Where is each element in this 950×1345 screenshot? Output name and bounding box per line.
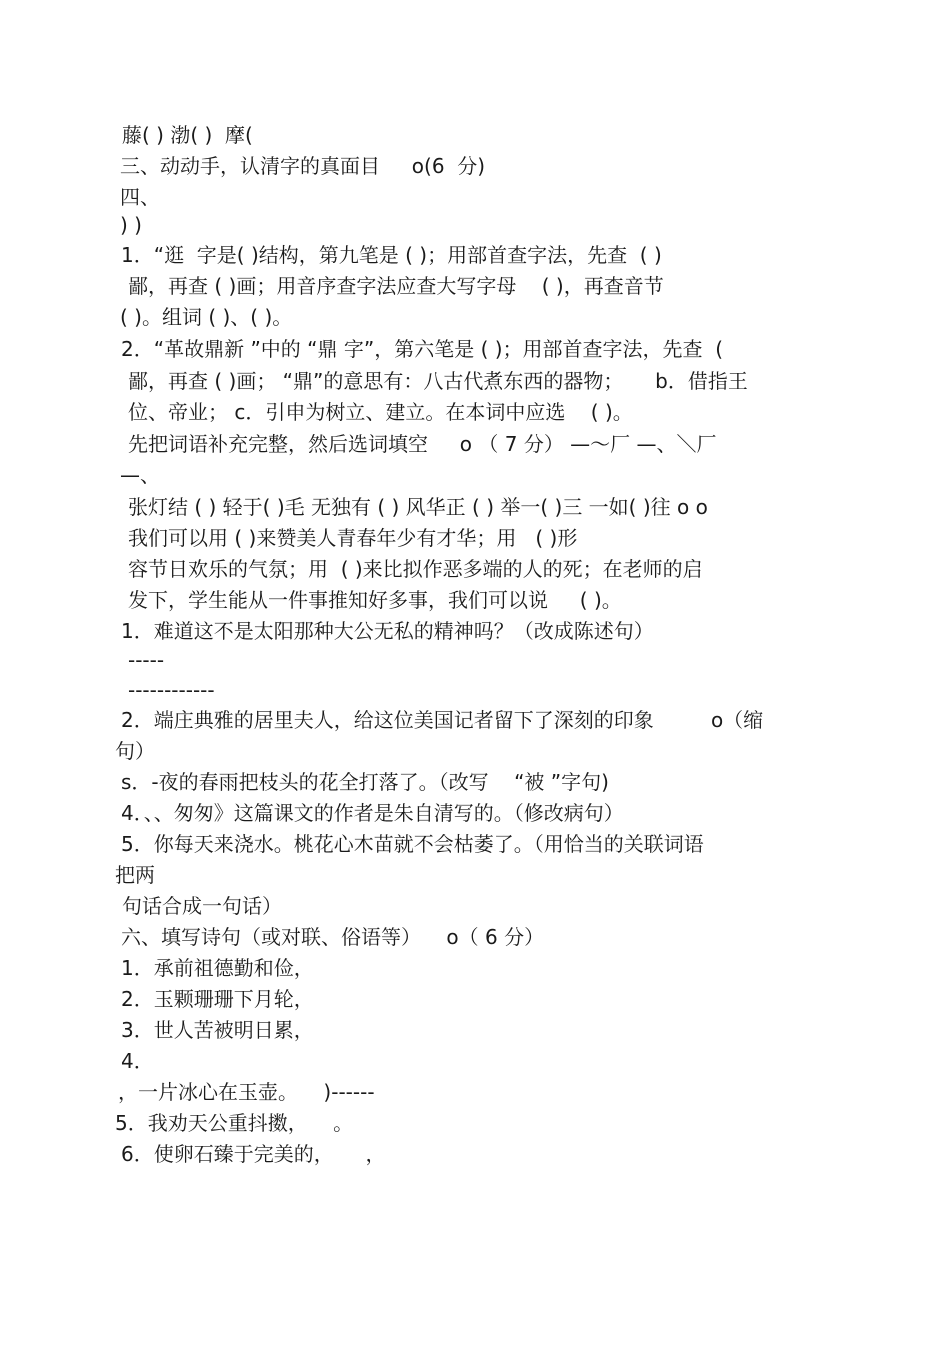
question-line: ( )。组词 ( )、( )。 [120,305,293,329]
poem-line: 6．使卵石臻于完美的， ， [121,1142,386,1166]
poem-line: 2．玉颗珊珊下月轮， [121,987,314,1011]
question-line: 2．端庄典雅的居里夫人，给这位美国记者留下了深刻的印象 o（缩 [121,708,764,732]
answer-blank: ------------ [128,678,215,702]
question-line: 2．“革故鼎新 ”中的 “鼎 字”，第六笔是 ( )；用部首查字法，先查 ( [121,337,724,361]
question-line: 容节日欢乐的气氛；用 ( )来比拟作恶多端的人的死；在老师的启 [128,557,703,581]
section-heading: 三、动动手，认清字的真面目 o(6 分) [120,154,486,178]
question-line: 1．“逛 字是( )结构，第九笔是 ( )；用部首查字法，先查 ( ) [121,243,662,267]
question-line: 位、帝业； c．引申为树立、建立。在本词中应选 ( )。 [128,400,633,424]
section-heading: 先把词语补充完整，然后选词填空 o （ 7 分） —～厂 —、＼厂 [128,432,717,456]
poem-line: 1．承前祖德勤和俭， [121,956,314,980]
question-line: 我们可以用 ( )来赞美人青春年少有才华；用 ( )形 [128,526,578,550]
poem-line: 4． [121,1049,154,1073]
question-line: 1．难道这不是太阳那种大公无私的精神吗？（改成陈述句） [121,619,654,643]
text-line: ) ) [120,213,142,237]
section-heading: 六、填写诗句（或对联、俗语等） o（ 6 分） [121,925,545,949]
question-line: 把两 [115,863,155,887]
question-line: 鄙，再查 ( )画；用音序查字法应查大写字母 ( )，再查音节 [128,274,664,298]
question-line: 4．、、匆匆》这篇课文的作者是朱自清写的。（修改病句） [121,801,624,825]
poem-line: 3．世人苦被明日累， [121,1018,314,1042]
question-line: 句话合成一句话） [122,894,282,918]
question-line: 鄙，再查 ( )画； “鼎”的意思有：八古代煮东西的器物； b．借指王 [128,369,748,393]
question-line: 发下，学生能从一件事推知好多事，我们可以说 ( )。 [128,588,622,612]
poem-line: 5．我劝天公重抖擞， 。 [115,1111,354,1135]
poem-line: ，一片冰心在玉壶。 )------ [118,1080,375,1104]
text-line: 藤( ) 渤( ) 摩( [122,123,253,147]
question-line: s．-夜的春雨把枝头的花全打落了。（改写 “被 ”字句) [121,770,609,794]
question-line: 张灯结 ( ) 轻于( )毛 无独有 ( ) 风华正 ( ) 举一( )三 一如( )往 o o [128,495,708,519]
question-line: 5．你每天来浇水。桃花心木苗就不会枯萎了。（用恰当的关联词语 [121,832,704,856]
section-heading: 四、 [120,185,160,209]
text-line: —、 [120,463,160,487]
answer-blank: ----- [128,648,165,672]
question-line: 句） [115,739,155,763]
